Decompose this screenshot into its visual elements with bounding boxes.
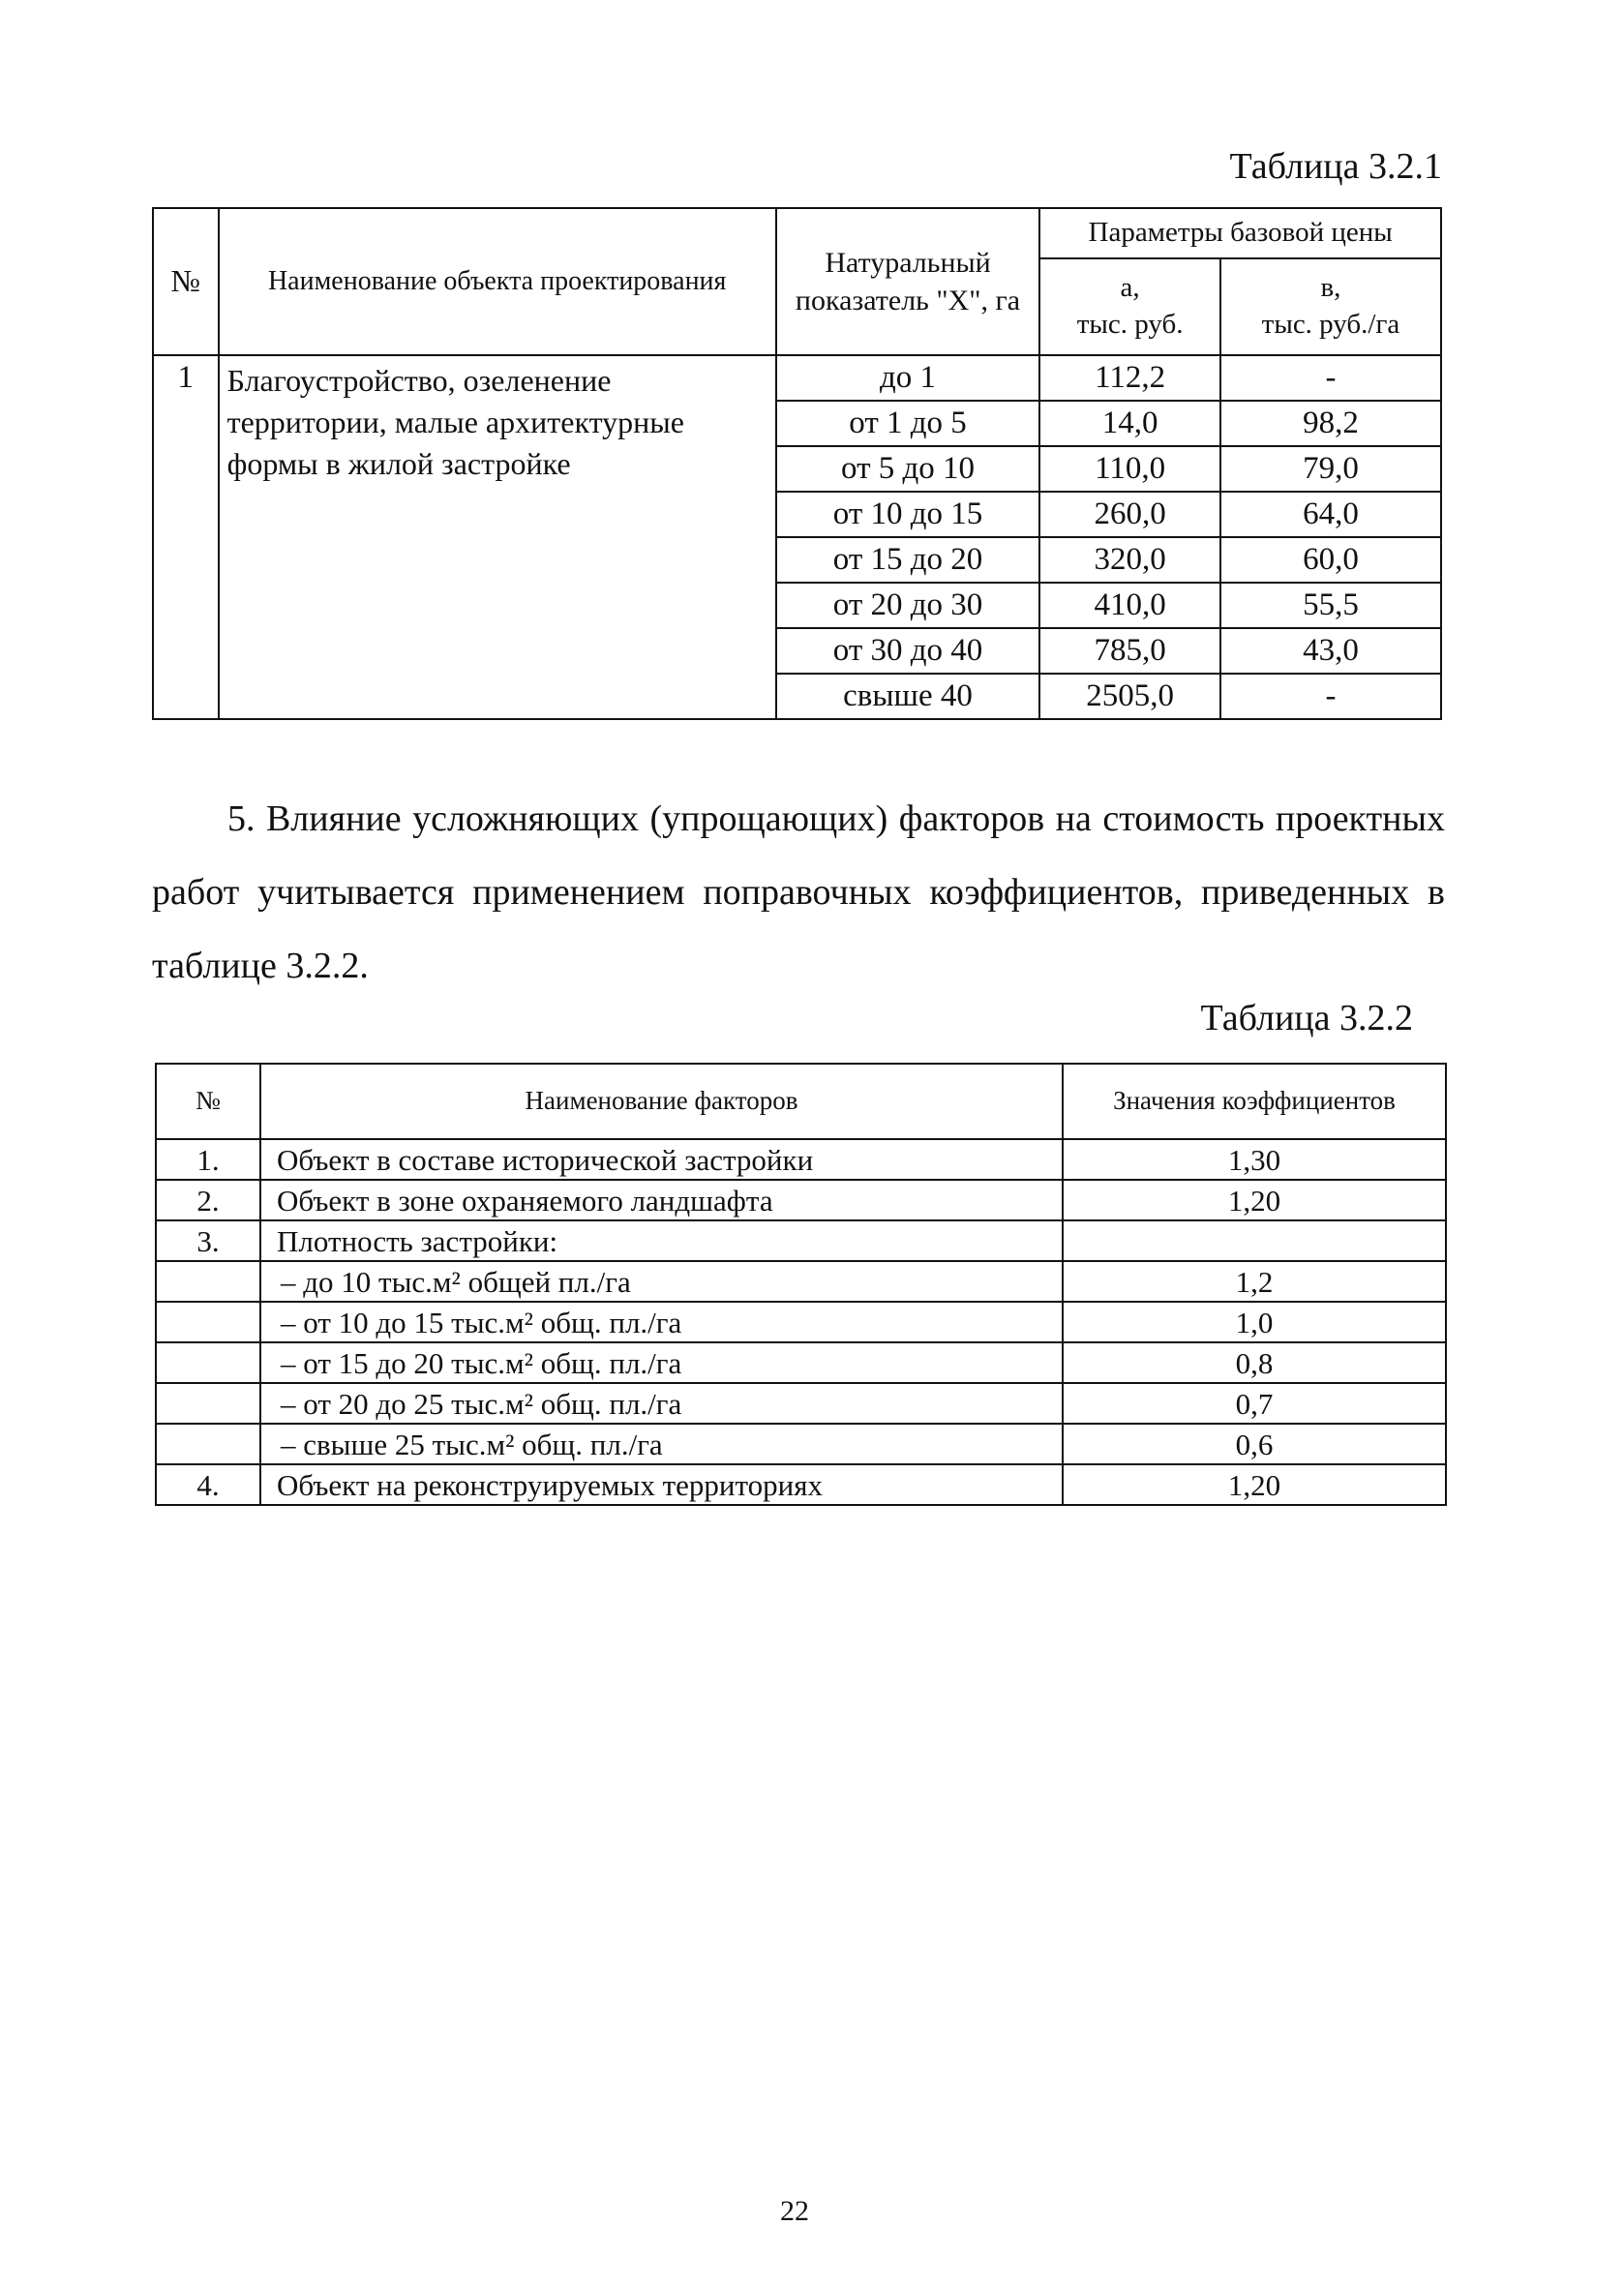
param-b-value: 64,0 <box>1220 492 1441 537</box>
factor-name: Объект на реконструируемых территориях <box>260 1464 1063 1505</box>
param-b-value: 43,0 <box>1220 628 1441 674</box>
header-param-a <box>1039 258 1220 355</box>
header-number: № <box>153 208 219 355</box>
coefficient-value: 0,6 <box>1063 1424 1446 1464</box>
param-b-value: 98,2 <box>1220 401 1441 446</box>
header-param-a-symbol: а, <box>1120 272 1140 304</box>
factor-number <box>156 1261 260 1302</box>
table-row <box>153 355 1441 401</box>
param-b-value: - <box>1220 355 1441 401</box>
row-number: 1 <box>153 355 219 719</box>
page-number: 22 <box>780 2195 809 2227</box>
natural-range: от 5 до 10 <box>776 446 1039 492</box>
coefficient-value: 1,2 <box>1063 1261 1446 1302</box>
factor-number <box>156 1302 260 1342</box>
param-b-value: - <box>1220 674 1441 719</box>
table-row <box>156 1139 1446 1180</box>
param-b-value: 60,0 <box>1220 537 1441 583</box>
factor-name: – от 10 до 15 тыс.м² общ. пл./га <box>260 1302 1063 1342</box>
header-object-name: Наименование объекта проектирования <box>219 208 776 355</box>
object-name: Благоустройство, озеленение территории, малые архитектурные формы в жилой застройке <box>219 355 776 719</box>
factor-number: 4. <box>156 1464 260 1505</box>
param-a-value: 320,0 <box>1039 537 1220 583</box>
base-price-table <box>152 207 1442 720</box>
param-b-value: 79,0 <box>1220 446 1441 492</box>
coefficient-value: 0,7 <box>1063 1383 1446 1424</box>
factor-name: Плотность застройки: <box>260 1220 1063 1261</box>
param-a-value: 14,0 <box>1039 401 1220 446</box>
factor-name: Объект в зоне охраняемого ландшафта <box>260 1180 1063 1220</box>
table-row <box>156 1180 1446 1220</box>
param-a-value: 112,2 <box>1039 355 1220 401</box>
table2-caption: Таблица 3.2.2 <box>1200 998 1413 1038</box>
coefficient-value <box>1063 1220 1446 1261</box>
table-row <box>156 1342 1446 1383</box>
param-a-value: 260,0 <box>1039 492 1220 537</box>
factor-name: – до 10 тыс.м² общей пл./га <box>260 1261 1063 1302</box>
factor-name: Объект в составе исторической застройки <box>260 1139 1063 1180</box>
natural-range: от 15 до 20 <box>776 537 1039 583</box>
factor-name: – от 20 до 25 тыс.м² общ. пл./га <box>260 1383 1063 1424</box>
header-param-b <box>1220 258 1441 355</box>
table-row <box>156 1302 1446 1342</box>
header-natural-indicator: Натуральный показатель "X", га <box>776 208 1039 355</box>
table-row <box>156 1261 1446 1302</box>
header-param-b-symbol: в, <box>1320 272 1341 304</box>
param-b-value: 55,5 <box>1220 583 1441 628</box>
factor-number <box>156 1342 260 1383</box>
coefficient-value: 1,30 <box>1063 1139 1446 1180</box>
param-a-value: 785,0 <box>1039 628 1220 674</box>
factor-number: 2. <box>156 1180 260 1220</box>
coefficient-value: 1,20 <box>1063 1180 1446 1220</box>
header-param-b-unit: тыс. руб./га <box>1261 309 1400 340</box>
table-row <box>156 1464 1446 1505</box>
natural-range: свыше 40 <box>776 674 1039 719</box>
table-row <box>156 1383 1446 1424</box>
natural-range: от 10 до 15 <box>776 492 1039 537</box>
factor-name: – от 15 до 20 тыс.м² общ. пл./га <box>260 1342 1063 1383</box>
factor-number <box>156 1383 260 1424</box>
header-price-params: Параметры базовой цены <box>1039 208 1441 258</box>
coefficient-value: 1,20 <box>1063 1464 1446 1505</box>
header-param-a-unit: тыс. руб. <box>1076 309 1184 340</box>
natural-range: от 20 до 30 <box>776 583 1039 628</box>
body-paragraph: 5. Влияние усложняющих (упрощающих) факторов на стоимость проектных работ учитывается применением поправочных коэффициентов, приведенных в таблице 3.2.2. <box>152 798 1445 986</box>
factor-number: 1. <box>156 1139 260 1180</box>
header-number: № <box>156 1064 260 1139</box>
factor-number: 3. <box>156 1220 260 1261</box>
table-row <box>156 1424 1446 1464</box>
factor-number <box>156 1424 260 1464</box>
header-factor-name: Наименование факторов <box>260 1064 1063 1139</box>
natural-range: от 1 до 5 <box>776 401 1039 446</box>
table1-caption: Таблица 3.2.1 <box>1229 146 1442 187</box>
factors-table <box>155 1063 1447 1506</box>
header-coefficient-values: Значения коэффициентов <box>1063 1064 1446 1139</box>
natural-range: до 1 <box>776 355 1039 401</box>
coefficient-value: 1,0 <box>1063 1302 1446 1342</box>
param-a-value: 110,0 <box>1039 446 1220 492</box>
natural-range: от 30 до 40 <box>776 628 1039 674</box>
coefficient-value: 0,8 <box>1063 1342 1446 1383</box>
param-a-value: 2505,0 <box>1039 674 1220 719</box>
param-a-value: 410,0 <box>1039 583 1220 628</box>
factor-name: – свыше 25 тыс.м² общ. пл./га <box>260 1424 1063 1464</box>
table-row <box>156 1220 1446 1261</box>
